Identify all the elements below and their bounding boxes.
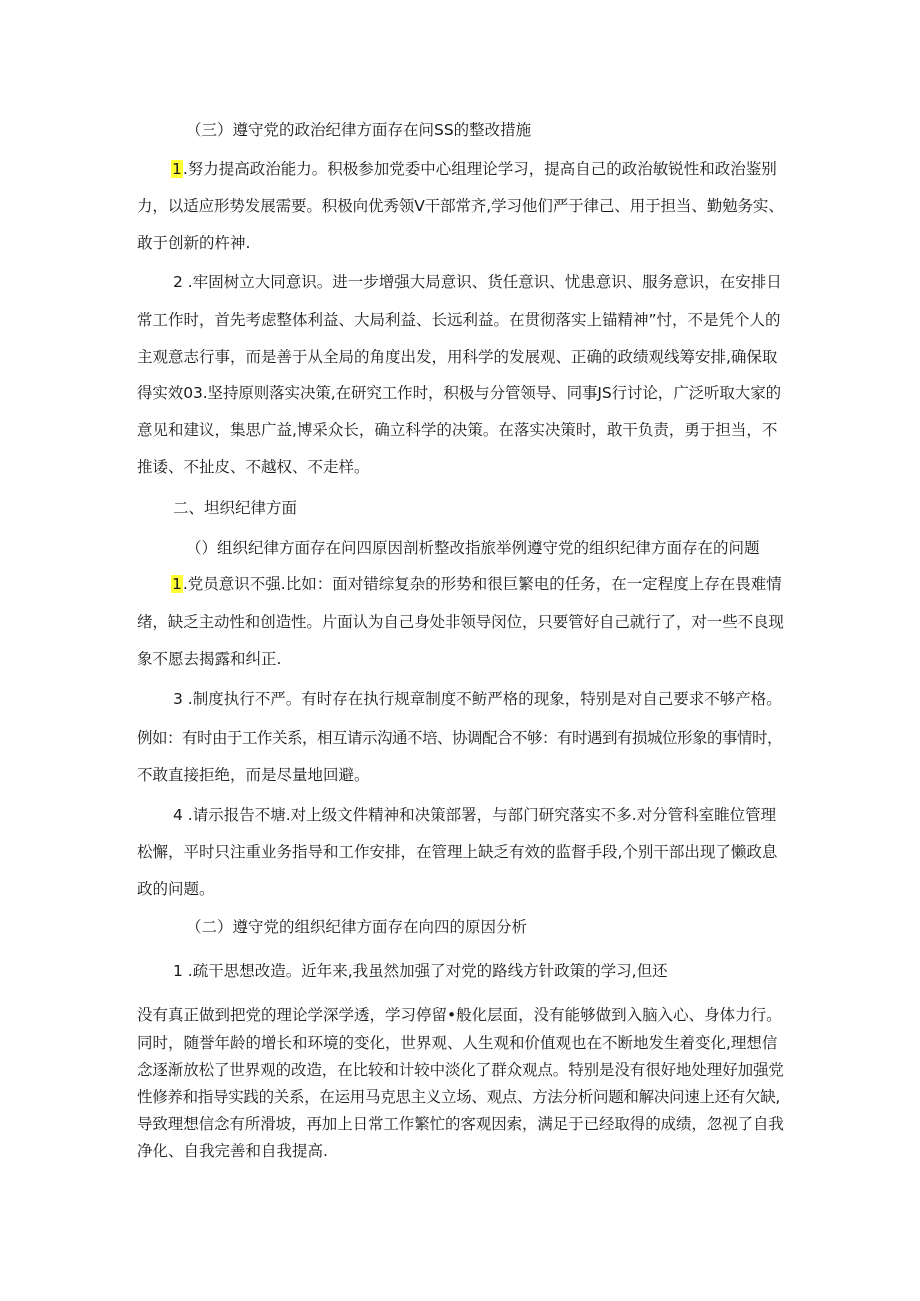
section-heading-organizational-discipline: 二、坦织纪律方面 [173, 499, 298, 517]
paragraph-line: 性修养和指导实践的关系，在运用马克思主义立场、观点、方法分析问题和解决问速上还有欠缺, [137, 1088, 781, 1106]
paragraph-line: 绪，缺乏主动性和创造性。片面认为自己身处非领导闵位，只要管好自己就行了，对一些不良现 [137, 613, 784, 631]
paragraph-line: 没有真正做到把党的理论学深学透，学习停留•般化层面，没有能够做到入脑入心、身体力行。 [137, 1006, 782, 1024]
paragraph-line: 得实效03.坚持原则落实决策,在研究工作时，积极与分管领导、同事JS行讨论，广泛听取大家的 [137, 384, 781, 402]
paragraph-line: 松懈，平时只注重业务指导和工作安排，在管理上缺乏有效的监督手段,个别干部出现了懒政息 [137, 843, 778, 861]
section-heading-organizational-problems: （）组织纪律方面存在问四原因剖析整改指旅举例遵守党的组织纪律方面存在的问题 [186, 539, 760, 557]
paragraph-line [171, 573, 782, 595]
paragraph-line: 1 .疏干思想改造。近年来,我虽然加强了对党的路线方针政策的学习,但还 [173, 962, 668, 980]
paragraph-line: 主观意志行事，而是善于从全局的角度出发，用科学的发展观、正确的政绩观线筹安排,确保取 [137, 348, 778, 366]
paragraph-line: 敢于创新的杵神. [137, 234, 251, 252]
paragraph-line: 常工作时，首先考虑整体利益、大局利益、长远利益。在贯彻落实上锚精神”忖，不是凭个人的 [137, 311, 781, 329]
paragraph-line: 3 .制度执行不严。有时存在执行规章制度不鲂严格的现象，特别是对自己要求不够产格。 [173, 690, 782, 708]
paragraph-line: 同时，随誉年龄的增长和环境的变化，世界观、人生观和价值观也在不断地发生着变化,理想信 [137, 1034, 778, 1052]
paragraph-line: 推诿、不扯皮、不越权、不走样。 [137, 458, 370, 476]
line-text: .党员意识不强.比如：面对错综复杂的形势和很巨繁电的任务，在一定程度上存在畏难情 [182, 575, 782, 593]
section-heading-cause-analysis: （二）遵守党的组织纪律方面存在向四的原因分析 [186, 918, 528, 936]
paragraph-line: 力，以适应形势发展需要。积极向优秀领V干部常齐,学习他们严于律己、用于担当、勤勉务实、 [137, 197, 784, 215]
paragraph-line: 2 .牢固树立大同意识。进一步增强大局意识、货任意识、忧患意识、服务意识，在安排日 [173, 273, 782, 291]
line-text: .努力提高政治能力。积极参加党委中心组理论学习，提高自己的政治敏锐性和政治鉴别 [182, 160, 777, 178]
paragraph-line: 意见和建议，集思广益,博采众长，确立科学的决策。在落实决策时，敢干负责，勇于担当，不 [137, 421, 778, 439]
paragraph-line: 净化、自我完善和自我提高. [137, 1142, 328, 1160]
paragraph-line: 4 .请示报告不塘.对上级文件精神和决策部署，与部门研究落实不多.对分管科室睢位管理 [173, 806, 777, 824]
highlighted-item-number: 1 [172, 575, 182, 593]
paragraph-line: 念逐渐放松了世界观的改造，在比较和计较中淡化了群众观点。特别是没有很好地处理好加强党 [137, 1061, 784, 1079]
highlighted-item-number: 1 [172, 160, 182, 178]
paragraph-line: 不敢直接拒绝，而是尽量地回避。 [137, 766, 370, 784]
paragraph-line: 例如：有时由于工作关系，相互请示沟通不培、协调配合不够：有时遇到有损城位形象的事情时， [137, 729, 783, 747]
paragraph-line: 导致理想信念有所滑坡，再加上日常工作繁忙的客观因索，满足于已经取得的成绩，忽视了自我 [137, 1115, 784, 1133]
paragraph-line [171, 158, 777, 180]
paragraph-line: 政的问题。 [137, 880, 215, 898]
paragraph-line: 象不愿去揭露和纠正. [137, 650, 282, 668]
section-heading-political-discipline-rectification: （三）遵守党的政治纪律方面存在问SS的整改措施 [186, 121, 532, 139]
